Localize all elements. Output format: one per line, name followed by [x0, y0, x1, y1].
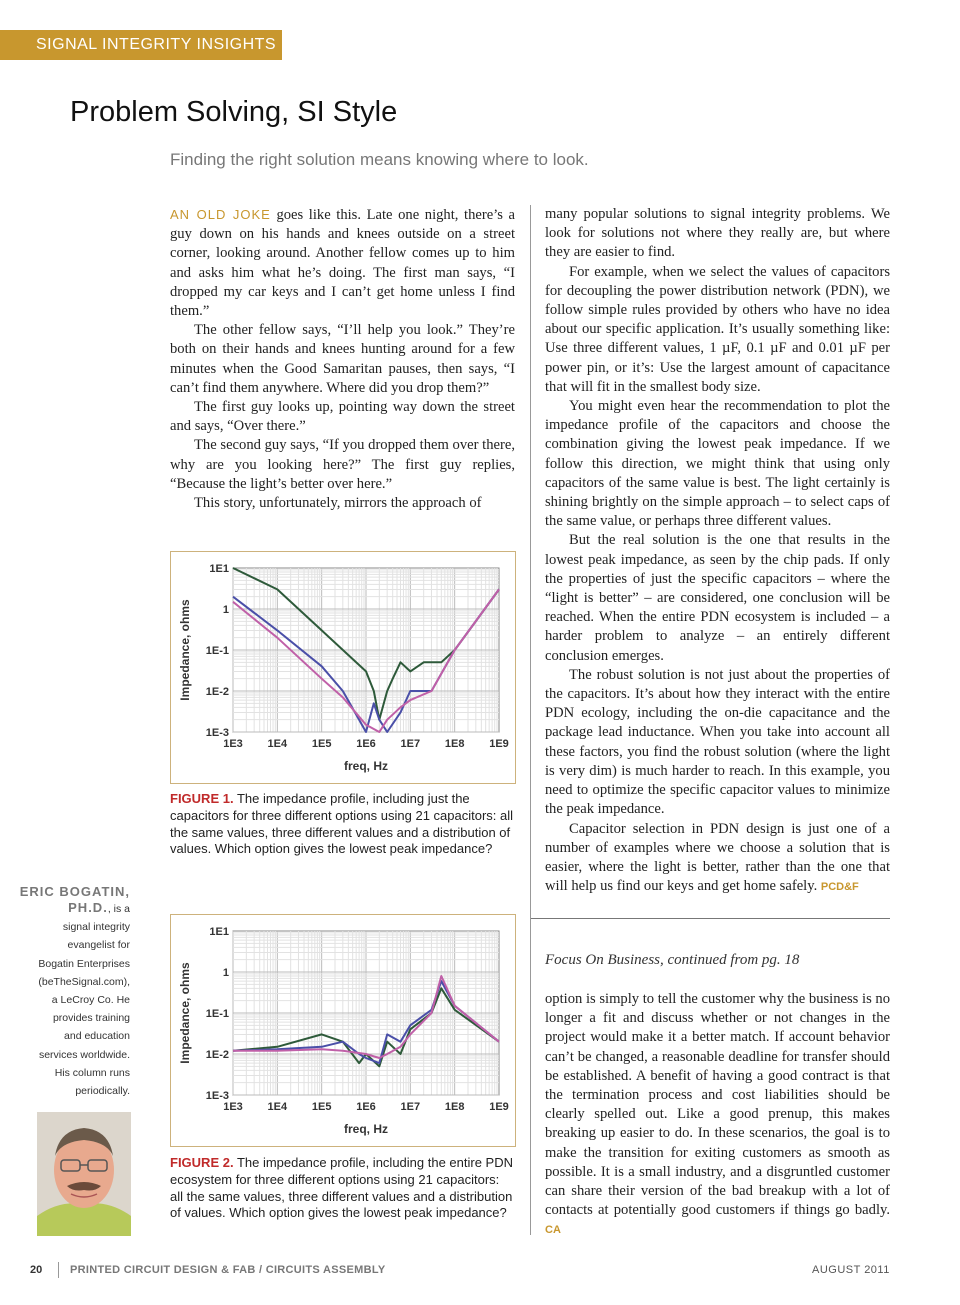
- y-tick-label: 1E-2: [205, 1049, 229, 1061]
- footer-divider: [58, 1262, 59, 1278]
- figure-2-chart: [171, 915, 515, 1146]
- bio-line: Bogatin Enterprises: [38, 957, 130, 970]
- author-bio: ERIC BOGATIN, PH.D., is a signal integrity evangelist for Bogatin Enterprises (beTheSignal.com), a LeCroy Co. He provides training and education services worldwide. His column runs periodically.: [10, 884, 130, 1100]
- section-divider: [531, 918, 890, 919]
- figure-1-frame: [170, 551, 516, 784]
- x-tick-label: 1E5: [311, 1101, 332, 1113]
- x-tick-label: 1E8: [444, 1101, 465, 1113]
- x-tick-label: 1E6: [356, 738, 376, 750]
- bio-line: provides training: [52, 1012, 130, 1025]
- y-tick-label: 1E-3: [205, 727, 229, 739]
- y-tick-label: 1E1: [209, 563, 229, 575]
- bio-line: periodically.: [75, 1085, 130, 1098]
- paragraph: The other fellow says, “I’ll help you look.” They’re both on their hands and knees hunting around for a few minutes when the Good Samaritan pauses, then says, “I can’t find them anywhere. Where did you drop them?”: [170, 322, 515, 396]
- end-tag: PCD&F: [820, 881, 859, 894]
- paragraph: The second guy says, “If you dropped them over there, why are you looking here?” The first guy replies, “Because the light’s better over here.”: [170, 437, 515, 492]
- y-axis-label: Impedance, ohms: [178, 599, 192, 701]
- article-subtitle: Finding the right solution means knowing where to look.: [170, 150, 589, 169]
- x-tick-label: 1E7: [400, 738, 421, 750]
- figure-1-label: FIGURE 1.: [170, 791, 234, 806]
- y-tick-label: 1E-3: [205, 1090, 229, 1102]
- bio-line: signal integrity: [62, 921, 130, 934]
- bio-line: services worldwide.: [38, 1048, 130, 1061]
- x-tick-label: 1E3: [223, 738, 243, 750]
- paragraph: Capacitor selection in PDN design is just one of a number of examples where we choose a solution that is easier, where the light is better, rather than the one that will help us find our keys and get home safely. PCD&F: [545, 820, 890, 895]
- x-tick-label: 1E5: [311, 738, 332, 750]
- bio-line: His column runs: [54, 1066, 130, 1079]
- paragraph: But the real solution is the one that results in the lowest peak impedance, as seen by the chip pads. If only the properties of just the specific capacitors – where the “light is better” – are considered, one conclusion will be reached. When the entire PDN ecosystem is included – a harder problem to analyze – an entirely different conclusion emerges.: [545, 532, 890, 664]
- y-tick-label: 1E1: [209, 926, 229, 938]
- article-left-column: [170, 205, 515, 513]
- paragraph: AN OLD JOKE goes like this. Late one night, there’s a guy down on his hands and knees outside on a street corner, looking around. Another fellow comes up to him and asks him what he’s doing. The first man says, “I dropped my car keys and I can’t get home unless I find them.”: [170, 207, 515, 320]
- paragraph: This story, unfortunately, mirrors the approach of: [194, 495, 482, 512]
- bio-line: a LeCroy Co. He: [51, 994, 130, 1007]
- figure-1-caption: FIGURE 1. The impedance profile, including just the capacitors for three different options using 21 capacitors: all the same values, three different values and a distribution of values. Which option gives the lowest peak impedance?: [170, 791, 514, 857]
- paragraph: many popular solutions to signal integrity problems. We look for solutions not where they really are, but where they are easier to find.: [545, 206, 890, 261]
- bio-line: evangelist for: [67, 939, 130, 952]
- page-number: 20: [30, 1264, 43, 1276]
- y-tick-label: 1E-1: [205, 645, 229, 657]
- section-label: SIGNAL INTEGRITY INSIGHTS: [0, 30, 282, 60]
- continued-end-tag: CA: [545, 1224, 561, 1237]
- y-tick-label: 1E-1: [205, 1008, 229, 1020]
- y-tick-label: 1: [222, 604, 229, 616]
- article-title: Problem Solving, SI Style: [70, 96, 398, 128]
- continued-text: option is simply to tell the customer why the business is no longer a fit and discuss whether or not changes in the project would make it a better match. If account behavior can’t be changed, a reasonable deadline for transfer should be established. A benefit of having a good contract is that the termination process and cost liabilities should be clearly spelled out. Like a good prenup, this makes breaking up easier to do. In these scenarios, the goal is to make the transition for exiting customers as smooth as possible. It is a small industry, and a disgruntled customer can share their version of the bad breakup with a lot of contacts at potentially good customers if things go badly.: [545, 991, 890, 1219]
- x-tick-label: 1E4: [267, 738, 288, 750]
- article-right-column: [545, 205, 890, 897]
- issue-date: AUGUST 2011: [812, 1264, 890, 1276]
- column-divider: [530, 205, 531, 1235]
- paragraph: The first guy looks up, pointing way down the street and says, “Over there.”: [170, 399, 515, 435]
- paragraph: For example, when we select the values of capacitors for decoupling the power distribution network (PDN), we follow simple rules provided by others who have no idea about our specific application. It’s usually something like: Use three different values, 1 µF, 0.1 µF and 0.01 µF per power pin, or it’s: Use the largest amount of capacitance that will fit in the smallest body size.: [545, 263, 890, 395]
- x-tick-label: 1E7: [400, 1101, 421, 1113]
- continued-article: [545, 990, 890, 1241]
- figure-2-label: FIGURE 2.: [170, 1155, 234, 1170]
- x-tick-label: 1E4: [267, 1101, 288, 1113]
- x-tick-label: 1E6: [356, 1101, 376, 1113]
- x-axis-label: freq, Hz: [343, 1122, 389, 1136]
- figure-1-chart: [171, 552, 515, 783]
- y-tick-label: 1: [222, 967, 229, 979]
- x-tick-label: 1E9: [489, 1101, 509, 1113]
- figure-2-frame: [170, 914, 516, 1147]
- y-tick-label: 1E-2: [205, 686, 229, 698]
- figure-2-caption: FIGURE 2. The impedance profile, including the entire PDN ecosystem for three different options using 21 capacitors: all the same values, three different values and a distribution of values. Which option gives the lowest peak impedance?: [170, 1155, 513, 1221]
- author-photo: [37, 1112, 131, 1236]
- publication-name: PRINTED CIRCUIT DESIGN & FAB / CIRCUITS ASSEMBLY: [70, 1264, 386, 1276]
- paragraph: You might even hear the recommendation to plot the impedance profile of the capacitors and choose the combination giving the lowest peak impedance. If we follow this direction, we might think that using only capacitors of the same value is best. The light certainly is shining brightly on the simple approach – to select caps of the same value, or perhaps three different values.: [545, 398, 890, 530]
- x-axis-label: freq, Hz: [343, 759, 389, 773]
- x-tick-label: 1E3: [223, 1101, 243, 1113]
- paragraph: The robust solution is not just about the properties of the capacitors. It’s about how they interact with the entire PDN ecology, including the on-die capacitance and the package lead inductance. When you take into account all these factors, you find the robust solution (where the light is very dim) is much harder to reach. In this example, you need to optimize the specific capacitor values to minimize the peak impedance.: [545, 666, 890, 818]
- bio-line: (beTheSignal.com),: [38, 975, 130, 988]
- continued-heading: Focus On Business, continued from pg. 18: [545, 952, 800, 968]
- lead-in: AN OLD JOKE: [170, 207, 271, 222]
- bio-line: and education: [64, 1030, 130, 1043]
- x-tick-label: 1E9: [489, 738, 509, 750]
- x-tick-label: 1E8: [444, 738, 465, 750]
- author-name: ERIC BOGATIN,: [19, 884, 130, 899]
- y-axis-label: Impedance, ohms: [178, 962, 192, 1064]
